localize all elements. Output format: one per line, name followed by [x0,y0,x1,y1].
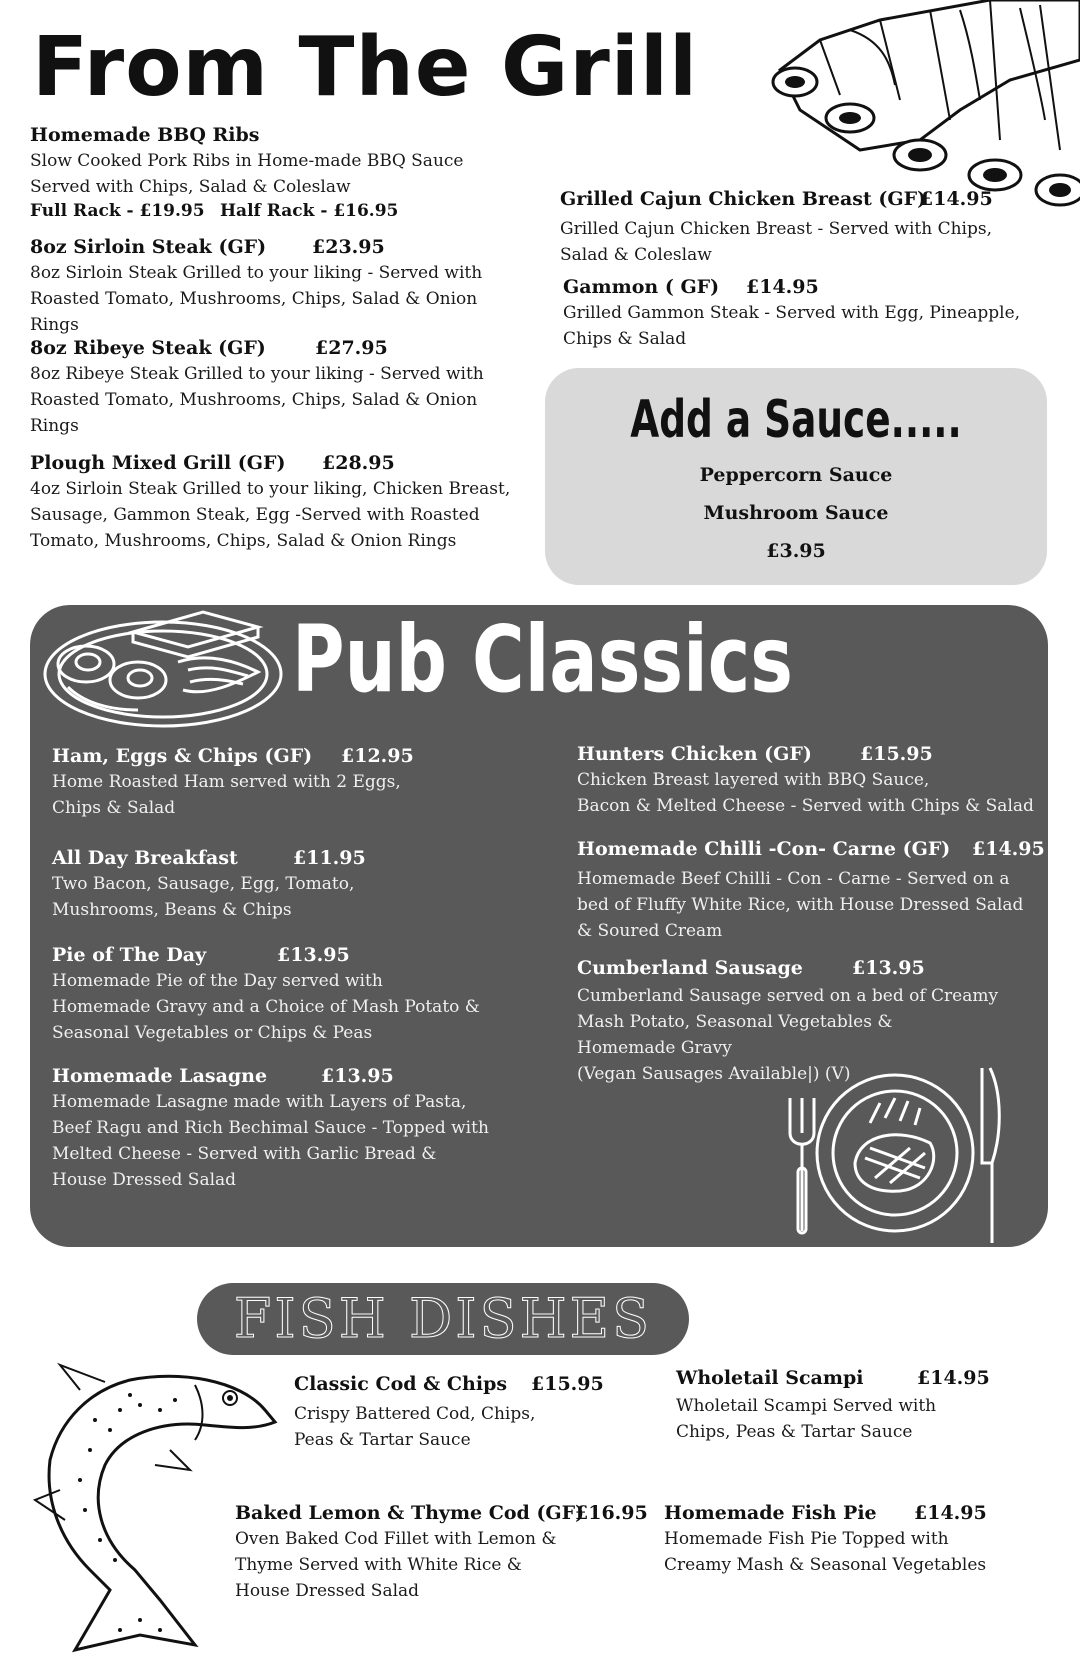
menu-item-baked-lemon-cod [235,1500,648,1604]
item-name: Ham, Eggs & Chips (GF) [52,745,313,767]
item-price: £13.95 [852,957,925,979]
item-desc: & Soured Cream [577,921,723,941]
menu-item-all-day-breakfast [52,845,366,923]
item-price: £14.95 [920,188,993,210]
pub-classics-title: Pub Classics [292,606,793,713]
item-desc: Homemade Pie of the Day served with [52,971,383,991]
item-desc: Slow Cooked Pork Ribs in Home-made BBQ Sauce [30,151,464,171]
item-desc: Peas & Tartar Sauce [294,1430,471,1450]
item-desc: Bacon & Melted Cheese - Served with Chips & Salad [577,796,1034,816]
item-price: £11.95 [293,847,366,869]
item-desc: 8oz Ribeye Steak Grilled to your liking - Served with [30,364,484,384]
item-desc: Rings [30,315,79,335]
half-rack-price: Half Rack - £16.95 [220,201,399,221]
menu-item-cod-chips [294,1371,604,1453]
sauce-mushroom: Mushroom Sauce [703,502,889,524]
menu-item-lasagne [52,1063,489,1193]
full-rack-price: Full Rack - £19.95 [30,201,205,221]
item-desc: Sausage, Gammon Steak, Egg -Served with Roasted [30,505,480,525]
item-name: Classic Cod & Chips [294,1373,508,1395]
item-desc: Salad & Coleslaw [560,245,712,265]
item-desc: Melted Cheese - Served with Garlic Bread & [52,1144,437,1164]
item-price: £27.95 [315,337,388,359]
item-name: Pie of The Day [52,944,207,966]
item-price: £14.95 [746,276,819,298]
item-name: Homemade Fish Pie [664,1502,877,1524]
menu-item-hunters-chicken [577,741,1034,819]
menu-item-chilli-con-carne [577,836,1045,944]
item-desc: Beef Ragu and Rich Bechimal Sauce - Topped with [52,1118,489,1138]
item-desc: Roasted Tomato, Mushrooms, Chips, Salad & Onion [30,289,478,309]
sauce-peppercorn: Peppercorn Sauce [699,464,893,486]
item-desc: Homemade Fish Pie Topped with [664,1529,949,1549]
item-name: Gammon ( GF) [563,276,720,298]
item-desc: Grilled Gammon Steak - Served with Egg, Pineapple, [563,303,1021,323]
item-desc: Creamy Mash & Seasonal Vegetables [664,1555,987,1575]
item-desc: Chips & Salad [563,329,687,349]
menu-item-ribeye [30,335,484,439]
item-name: Cumberland Sausage [577,957,803,979]
item-desc: Homemade Beef Chilli - Con - Carne - Served on a [577,869,1010,889]
item-desc: Homemade Lasagne made with Layers of Pasta, [52,1092,467,1112]
item-desc: (Vegan Sausages Available|) (V) [577,1064,851,1084]
item-price: £14.95 [917,1367,990,1389]
item-desc: Chicken Breast layered with BBQ Sauce, [577,770,930,790]
menu-item-bbq-ribs [30,122,463,222]
item-name: 8oz Ribeye Steak (GF) [30,337,266,359]
item-name: All Day Breakfast [52,847,238,869]
item-name: Baked Lemon & Thyme Cod (GF) [235,1502,585,1524]
item-name: Grilled Cajun Chicken Breast (GF) [560,188,927,210]
item-price: £15.95 [860,743,933,765]
item-desc: Thyme Served with White Rice & [235,1555,522,1575]
menu-item-sirloin [30,234,482,338]
menu-item-fish-pie [664,1500,987,1578]
menu-item-gammon [563,274,1020,352]
item-name: 8oz Sirloin Steak (GF) [30,236,267,258]
item-price: £14.95 [972,838,1045,860]
item-desc: Homemade Gravy [577,1038,732,1058]
item-desc: Roasted Tomato, Mushrooms, Chips, Salad & Onion [30,390,478,410]
item-name: Homemade BBQ Ribs [30,124,260,146]
item-desc: Served with Chips, Salad & Coleslaw [30,177,351,197]
item-desc: Chips & Salad [52,798,176,818]
menu-item-scampi [676,1365,990,1445]
item-desc: Cumberland Sausage served on a bed of Creamy [577,986,999,1006]
item-price: £16.95 [575,1502,648,1524]
item-desc: House Dressed Salad [235,1581,420,1601]
item-desc: Oven Baked Cod Fillet with Lemon & [235,1529,557,1549]
item-desc: Mushrooms, Beans & Chips [52,900,292,920]
menu-item-ham-eggs [52,743,414,821]
item-desc: bed of Fluffy White Rice, with House Dressed Salad [577,895,1024,915]
item-desc: Mash Potato, Seasonal Vegetables & [577,1012,893,1032]
item-price: £12.95 [341,745,414,767]
item-desc: Two Bacon, Sausage, Egg, Tomato, [52,874,355,894]
item-name: Wholetail Scampi [676,1367,864,1389]
item-desc: Homemade Gravy and a Choice of Mash Potato & [52,997,480,1017]
sauce-price: £3.95 [766,540,826,562]
sauce-title: Add a Sauce..... [630,390,962,450]
item-desc: Chips, Peas & Tartar Sauce [676,1422,913,1442]
item-price: £14.95 [914,1502,987,1524]
steak-plate-cutlery-illustration [770,1063,1015,1248]
item-price: £13.95 [277,944,350,966]
item-desc: Home Roasted Ham served with 2 Eggs, [52,772,401,792]
item-price: £15.95 [531,1373,604,1395]
item-name: Homemade Lasagne [52,1065,268,1087]
item-desc: Tomato, Mushrooms, Chips, Salad & Onion Rings [30,531,457,551]
sauce-box [545,368,1047,585]
fish-dishes-title: FISH DISHES [233,1287,653,1350]
item-price: £23.95 [312,236,385,258]
item-desc: Wholetail Scampi Served with [676,1396,937,1416]
item-name: Plough Mixed Grill (GF) [30,452,286,474]
item-desc: Grilled Cajun Chicken Breast - Served with Chips, [560,219,992,239]
item-desc: Crispy Battered Cod, Chips, [294,1404,536,1424]
item-desc: Rings [30,416,79,436]
item-desc: 8oz Sirloin Steak Grilled to your liking - Served with [30,263,483,283]
item-desc: 4oz Sirloin Steak Grilled to your liking, Chicken Breast, [30,479,511,499]
item-price: £28.95 [322,452,395,474]
item-price: £13.95 [321,1065,394,1087]
item-name: Hunters Chicken (GF) [577,743,812,765]
menu-item-cajun-chicken [560,186,993,268]
menu-item-pie-of-the-day [52,942,480,1046]
item-name: Homemade Chilli -Con- Carne (GF) [577,838,951,860]
menu-item-mixed-grill [30,450,510,554]
breakfast-plate-illustration [38,602,288,732]
item-desc: House Dressed Salad [52,1170,237,1190]
item-desc: Seasonal Vegetables or Chips & Peas [52,1023,373,1043]
ribs-illustration [760,0,1080,215]
grill-section-title: From The Grill [32,20,699,115]
